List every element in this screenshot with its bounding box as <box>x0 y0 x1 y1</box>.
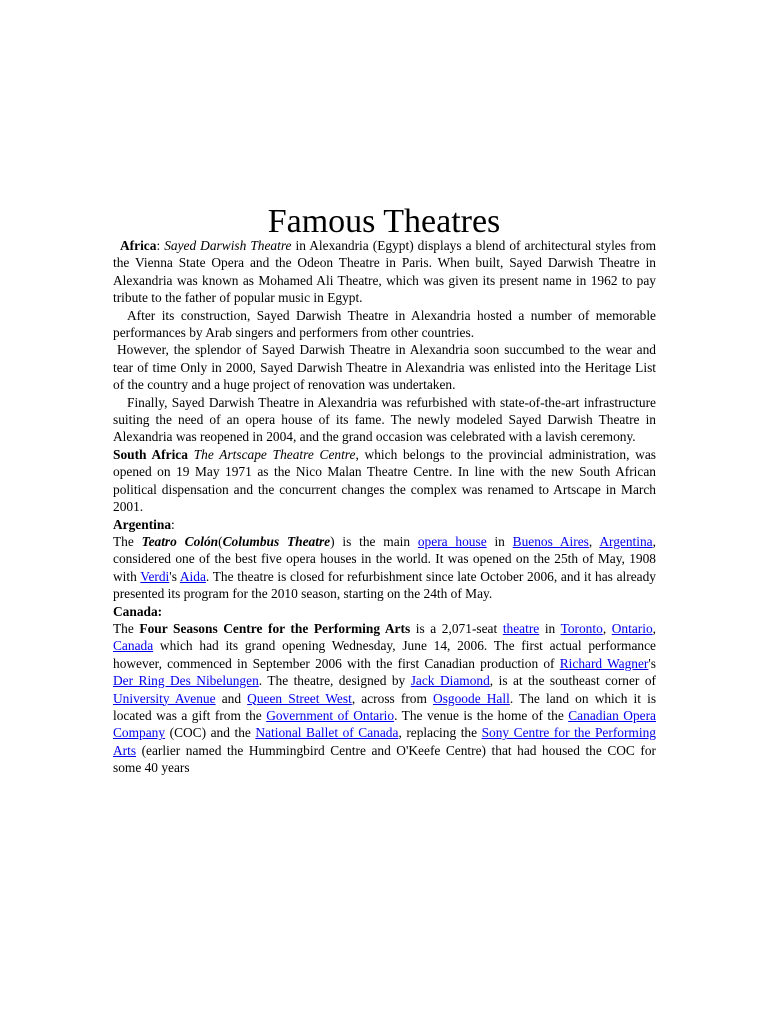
canada-text-11: , across from <box>351 690 434 706</box>
ontario-link[interactable]: Ontario <box>611 620 653 636</box>
africa-text-3: However, the splendor of Sayed Darwish Theatre in Alexandria soon succumbed to the wear and tear of time Only in 2000, Sayed Darwish Theatre in Alexandria was enlisted into the Heritage List of the country and a huge project of renovation was undertaken. <box>113 342 656 393</box>
sayed-darwish-theatre-name: Sayed Darwish Theatre <box>164 238 292 253</box>
buenos-aires-link[interactable]: Buenos Aires <box>512 533 589 549</box>
africa-paragraph-4 <box>113 394 656 446</box>
government-of-ontario-link[interactable]: Government of Ontario <box>266 707 395 723</box>
university-avenue-link[interactable]: University Avenue <box>113 690 216 706</box>
osgoode-hall-link[interactable]: Osgoode Hall <box>433 690 510 706</box>
south-africa-label: South Africa <box>113 446 188 462</box>
canada-text-15: , replacing the <box>398 725 482 741</box>
columbus-theatre-name: Columbus Theatre <box>222 533 331 549</box>
canada-text-12: . The land on which it is located was a gift from the <box>113 690 657 723</box>
argentina-text-1: The <box>113 533 142 549</box>
queen-street-west-link[interactable]: Queen Street West <box>247 690 352 706</box>
argentina-text-6: 's <box>169 568 180 584</box>
africa-colon: : <box>156 238 165 253</box>
aida-link[interactable]: Aida <box>179 568 206 584</box>
four-seasons-centre-name: Four Seasons Centre for the Performing Arts <box>139 620 411 636</box>
theatre-link[interactable]: theatre <box>502 620 540 636</box>
africa-label: Africa <box>120 238 157 253</box>
canada-text-14: (COC) and the <box>165 725 256 741</box>
canada-text-5: , <box>652 620 657 636</box>
canada-text-7: 's <box>648 655 656 671</box>
argentina-paren: ( <box>218 533 223 549</box>
canada-text-9: , is at the southeast corner of <box>489 673 656 689</box>
canada-text-6: which had its grand opening Wednesday, June 14, 2006. The first actual performance however, commenced in September 2006 with the first Canadian production of <box>113 638 656 671</box>
argentina-text-7: . The theatre is closed for refurbishment since late October 2006, and it has already presented its program for the 2010 season, starting on the 24th of May. <box>113 568 656 602</box>
canada-text-1: The <box>113 620 140 636</box>
canada-text-16: (earlier named the Hummingbird Centre and O'Keefe Centre) that had housed the COC for some 40 years <box>113 742 656 776</box>
verdi-link[interactable]: Verdi <box>140 568 170 584</box>
document-body <box>113 237 656 777</box>
argentina-heading <box>113 516 656 533</box>
canada-heading <box>113 603 656 620</box>
artscape-theatre-name: The Artscape Theatre Centre <box>193 446 356 462</box>
canadian-opera-company-link[interactable]: Canadian Opera Company <box>113 707 656 741</box>
africa-text-2: After its construction, Sayed Darwish Theatre in Alexandria hosted a number of memorable performances by Arab singers and performers from other countries. <box>113 307 656 341</box>
argentina-paragraph <box>113 533 656 603</box>
richard-wagner-link[interactable]: Richard Wagner <box>559 655 649 671</box>
canada-link[interactable]: Canada <box>113 638 154 654</box>
argentina-text-4: , <box>588 533 600 549</box>
argentina-text-5: , considered one of the best five opera houses in the world. It was opened on the 25th of May, 1908 with <box>113 533 656 584</box>
argentina-text-2: ) is the main <box>330 533 418 549</box>
canada-label: Canada: <box>113 603 163 619</box>
argentina-text-3: in <box>486 533 513 549</box>
canada-text-13: . The venue is the home of the <box>394 707 569 723</box>
africa-text-1: in Alexandria (Egypt) displays a blend of architectural styles from the Vienna State Opera and the Odeon Theatre in Paris. When built, Sayed Darwish Theatre in Alexandria was known as Mohamed Ali Theatre, which was given its present name in 1962 to pay tribute to the father of popular music in Egypt. <box>113 238 656 306</box>
canada-text-3: in <box>539 620 561 636</box>
south-africa-paragraph <box>113 446 656 516</box>
africa-paragraph <box>113 237 656 307</box>
toronto-link[interactable]: Toronto <box>560 620 603 636</box>
canada-text-10: and <box>215 690 248 706</box>
canada-paragraph <box>113 620 656 777</box>
canada-text-2: is a 2,071-seat <box>410 620 503 636</box>
teatro-colon-name: Teatro Colón <box>141 533 219 549</box>
africa-paragraph-3 <box>113 341 656 393</box>
national-ballet-link[interactable]: National Ballet of Canada <box>255 725 399 741</box>
opera-house-link[interactable]: opera house <box>417 533 487 549</box>
south-africa-text: , which belongs to the provincial administration, was opened on 19 May 1971 as the Nico Malan Theatre Centre. In line with the new South African political dispensation and the concurrent changes the complex was renamed to Artscape in March 2001. <box>113 446 656 515</box>
argentina-link[interactable]: Argentina <box>599 533 653 549</box>
africa-text-4: Finally, Sayed Darwish Theatre in Alexandria was refurbished with state-of-the-art infrastructure suiting the need of an opera house of its fame. The newly modeled Sayed Darwish Theatre in Alexandria was reopened in 2004, and the grand occasion was celebrated with a lavish ceremony. <box>113 394 656 445</box>
jack-diamond-link[interactable]: Jack Diamond <box>410 673 490 689</box>
argentina-label: Argentina <box>113 516 172 532</box>
canada-text-8: . The theatre, designed by <box>258 673 411 689</box>
page-title: Famous Theatres <box>267 202 501 240</box>
argentina-label-suffix: : <box>171 516 175 532</box>
der-ring-link[interactable]: Der Ring Des Nibelungen <box>113 673 259 689</box>
sony-centre-link[interactable]: Sony Centre for the Performing Arts <box>113 725 656 758</box>
africa-paragraph-2 <box>113 307 656 342</box>
canada-text-4: , <box>602 620 612 636</box>
